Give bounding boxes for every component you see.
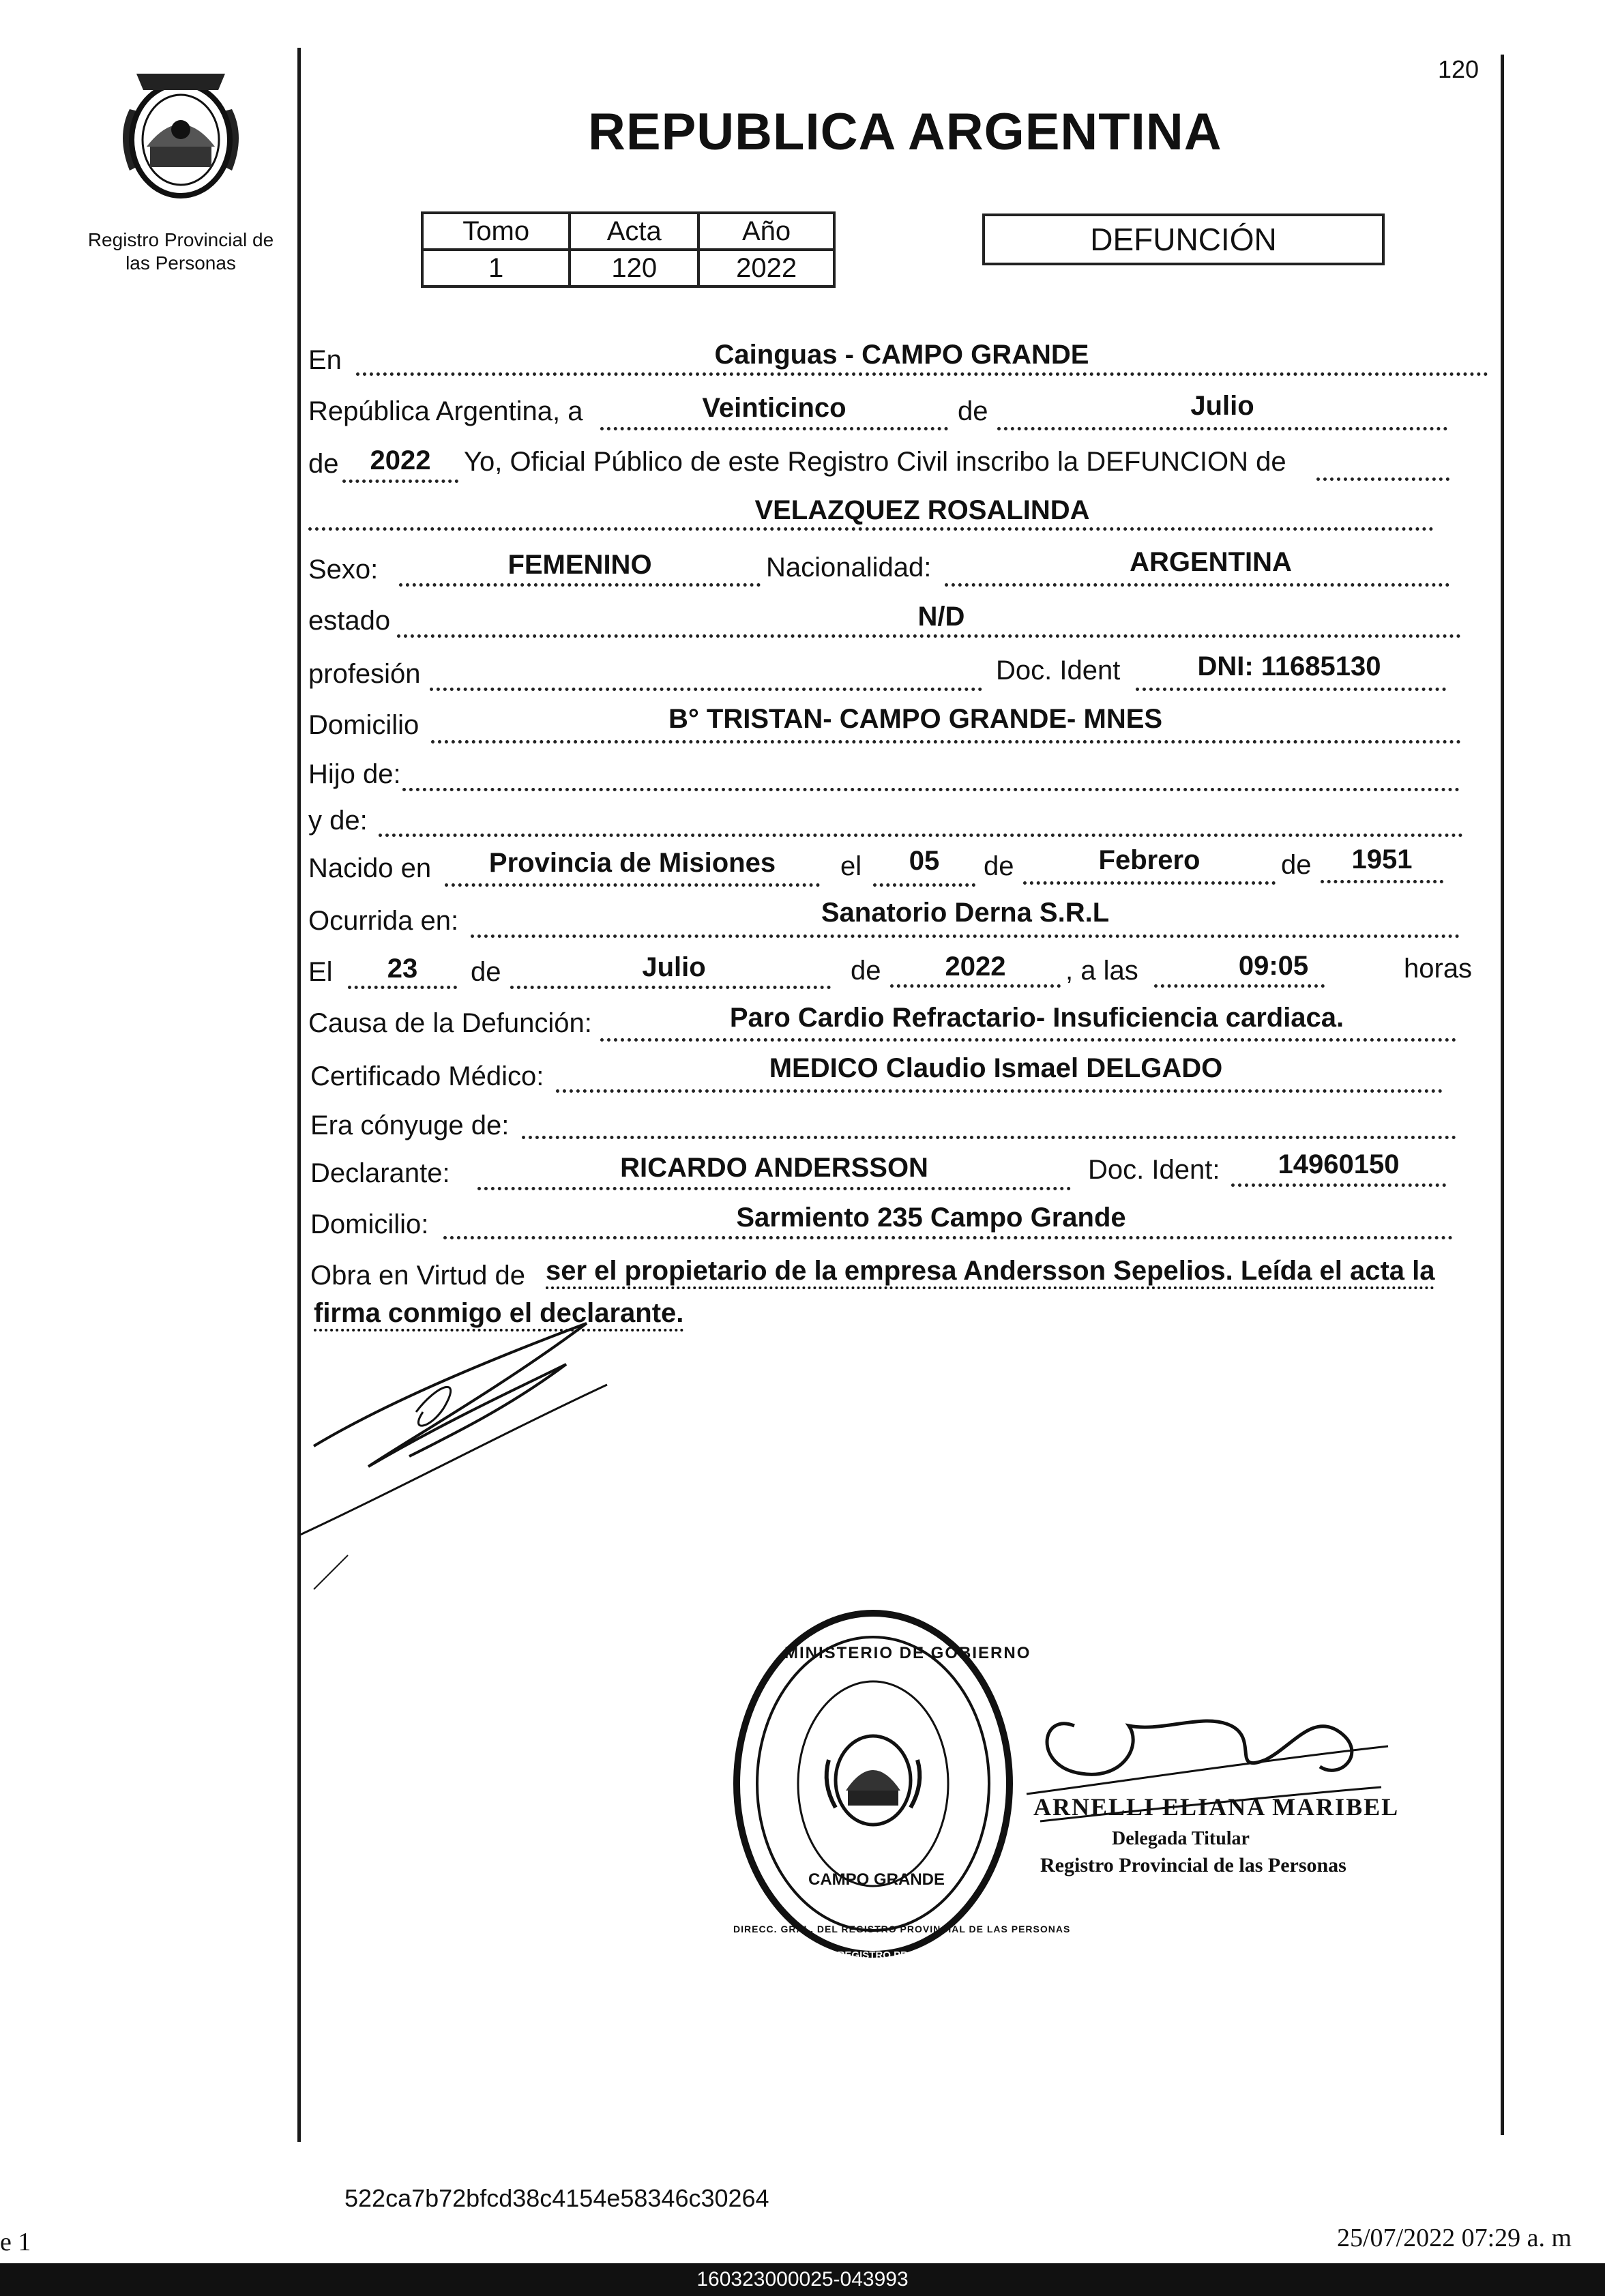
label-domicilio-colon: Domicilio: — [310, 1209, 429, 1239]
field-fallecido: VELAZQUEZ ROSALINDA — [754, 495, 1090, 525]
dotted-line — [399, 583, 761, 587]
label-de: de — [958, 396, 988, 426]
footer-timestamp: 25/07/2022 07:29 a. m — [1337, 2224, 1572, 2252]
label-de: de — [471, 957, 501, 987]
label-doc-ident-colon: Doc. Ident: — [1088, 1155, 1220, 1185]
label-el-upper: El — [308, 957, 333, 987]
label-en: En — [308, 345, 342, 375]
record-type-label: DEFUNCIÓN — [1090, 222, 1277, 257]
label-conyuge: Era cónyuge de: — [310, 1110, 510, 1140]
stamp-outer-caption: DIRECC. GRAL. DEL REGISTRO PROVINCIAL DE LAS PERSONAS — [733, 1924, 1071, 1934]
record-type-box — [982, 214, 1385, 265]
dotted-line — [1023, 881, 1276, 885]
label-hijo-de: Hijo de: — [308, 759, 401, 789]
dotted-line — [1321, 880, 1443, 883]
field-declarante: RICARDO ANDERSSON — [620, 1153, 928, 1183]
document-hash: 522ca7b72bfcd38c4154e58346c30264 — [344, 2184, 769, 2212]
official-name: ARNELLI ELIANA MARIBEL — [1033, 1793, 1400, 1821]
registry-name-line2: las Personas — [126, 252, 236, 274]
dotted-line — [342, 480, 458, 483]
record-table-cell: 1 — [422, 250, 570, 286]
declarant-signature — [300, 1310, 737, 1596]
dotted-line — [397, 634, 1461, 638]
dotted-line — [890, 984, 1061, 988]
dotted-line — [348, 986, 457, 989]
field-declarante-domicilio: Sarmiento 235 Campo Grande — [736, 1203, 1126, 1233]
right-margin-line — [1501, 55, 1504, 2135]
label-de: de — [851, 956, 881, 986]
dotted-line — [379, 834, 1463, 837]
official-title: Delegada Titular — [1112, 1828, 1250, 1849]
dotted-line — [556, 1089, 1443, 1093]
dotted-line — [356, 372, 1488, 376]
label-certificado: Certificado Médico: — [310, 1061, 544, 1091]
label-estado: estado — [308, 606, 391, 636]
field-nacido-en: Provincia de Misiones — [488, 848, 776, 878]
left-margin-line — [297, 48, 301, 2142]
dotted-line — [1136, 688, 1446, 691]
record-table-header: Acta — [570, 213, 698, 250]
record-table-value-row — [422, 250, 834, 286]
dotted-line — [431, 740, 1461, 744]
dotted-line — [600, 1038, 1456, 1042]
barcode-text: 160323000025-043993 — [696, 2268, 909, 2291]
label-ocurrida-en: Ocurrida en: — [308, 906, 459, 936]
field-sexo: FEMENINO — [507, 550, 652, 580]
dotted-line — [600, 427, 948, 430]
record-table-header: Año — [698, 213, 834, 250]
record-table — [421, 211, 836, 288]
label-de: de — [984, 851, 1014, 881]
stamp-outer-text: DIRECC. GRAL. DEL REGISTRO PROVINCIAL DE LAS PERSONAS — [735, 1949, 1057, 1961]
label-horas: horas — [1404, 954, 1473, 984]
field-nacimiento-mes: Febrero — [1098, 845, 1201, 875]
field-defuncion-mes: Julio — [642, 952, 706, 982]
dotted-line — [445, 883, 820, 887]
field-defuncion-dia: 23 — [387, 954, 418, 984]
label-nacido-en: Nacido en — [308, 853, 432, 883]
country-title: REPUBLICA ARGENTINA — [588, 103, 1222, 161]
field-certificado-medico: MEDICO Claudio Ismael DELGADO — [769, 1053, 1223, 1083]
dotted-line — [1316, 477, 1449, 481]
label-obra-en-virtud: Obra en Virtud de — [310, 1261, 526, 1291]
label-domicilio: Domicilio — [308, 710, 419, 740]
dotted-line — [510, 986, 831, 989]
record-table-header: Tomo — [422, 213, 570, 250]
official-office: Registro Provincial de las Personas — [1040, 1854, 1346, 1876]
label-profesion: profesión — [308, 659, 421, 689]
page-number: 120 — [1438, 55, 1479, 83]
field-nacimiento-dia: 05 — [909, 846, 940, 876]
field-dia-texto: Veinticinco — [702, 393, 846, 423]
dotted-line — [997, 427, 1447, 430]
label-doc-ident: Doc. Ident — [996, 656, 1121, 686]
registry-name-line1: Registro Provincial de — [87, 229, 274, 250]
record-table-cell: 2022 — [698, 250, 834, 286]
label-de: de — [308, 449, 339, 479]
dotted-line — [471, 934, 1460, 938]
field-mes: Julio — [1190, 391, 1254, 421]
label-nacionalidad: Nacionalidad: — [766, 553, 932, 583]
field-domicilio: B° TRISTAN- CAMPO GRANDE- MNES — [668, 704, 1163, 734]
field-lugar: Cainguas - CAMPO GRANDE — [714, 340, 1089, 370]
label-a-las: , a las — [1065, 956, 1138, 986]
label-sexo: Sexo: — [308, 555, 379, 585]
field-defuncion-anio: 2022 — [945, 952, 1006, 982]
field-anio: 2022 — [370, 445, 431, 475]
dotted-line — [1231, 1183, 1446, 1187]
dotted-line — [402, 788, 1460, 791]
label-causa: Causa de la Defunción: — [308, 1008, 592, 1038]
dotted-line — [477, 1187, 1071, 1190]
record-table-cell: 120 — [570, 250, 698, 286]
field-causa: Paro Cardio Refractario- Insuficiencia cardiaca. — [729, 1003, 1344, 1033]
dotted-line — [430, 688, 982, 691]
dotted-line — [522, 1136, 1456, 1139]
dotted-line — [945, 583, 1449, 587]
label-y-de: y de: — [308, 806, 368, 836]
field-estado: N/D — [917, 602, 965, 632]
field-obra-line1: ser el propietario de la empresa Andersson Sepelios. Leída el acta la — [546, 1256, 1435, 1286]
record-table-header-row — [422, 213, 834, 250]
stamp-bottom-text: CAMPO GRANDE — [808, 1870, 945, 1889]
page-fragment: e 1 — [0, 2228, 31, 2256]
field-ocurrida-en: Sanatorio Derna S.R.L — [821, 898, 1110, 928]
field-nacimiento-anio: 1951 — [1351, 844, 1413, 874]
field-declarante-doc: 14960150 — [1278, 1149, 1400, 1179]
dotted-line — [443, 1236, 1453, 1239]
label-republica-a: República Argentina, a — [308, 396, 583, 426]
field-obra-line2: firma conmigo el declarante. — [314, 1298, 684, 1328]
footer-barcode-bar — [0, 2263, 1605, 2296]
province-seal-logo — [109, 61, 252, 211]
dotted-line — [308, 527, 1434, 531]
dotted-line — [1154, 984, 1325, 988]
field-doc-ident: DNI: 11685130 — [1197, 651, 1381, 681]
dotted-line — [873, 883, 975, 887]
field-nacionalidad: ARGENTINA — [1130, 547, 1292, 577]
field-defuncion-hora: 09:05 — [1238, 951, 1309, 981]
label-el: el — [840, 851, 862, 881]
stamp-inner-text: MINISTERIO DE GOBIERNO — [784, 1644, 1031, 1662]
label-de: de — [1281, 850, 1312, 880]
label-declarante: Declarante: — [310, 1158, 450, 1188]
label-oficial-text: Yo, Oficial Público de este Registro Civil inscribo la DEFUNCION de — [464, 447, 1286, 477]
